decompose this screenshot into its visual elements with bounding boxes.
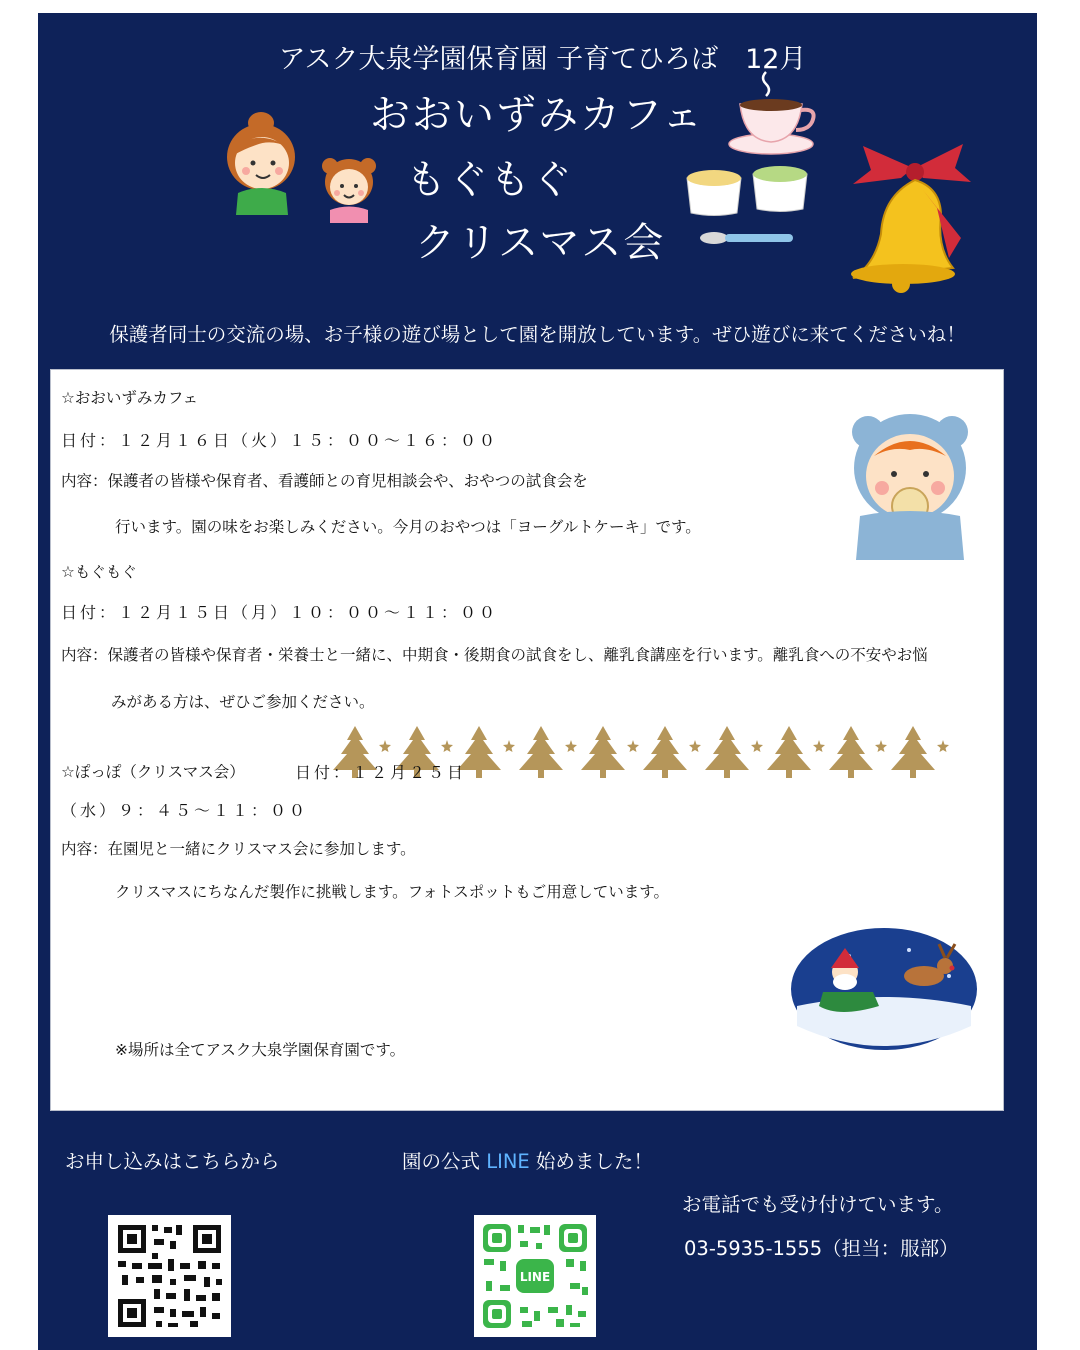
- apply-text: お申し込みはこちらから: [65, 1150, 280, 1173]
- baby-eating-cookie-illustration: [846, 406, 976, 566]
- line-word: LINE: [486, 1150, 530, 1173]
- mogu-content-1: 内容：保護者の皆様や保育者・栄養士と一緒に、中期食・後期食の試食をし、離乳食講座を行います。離乳食への不安やお悩: [61, 646, 928, 664]
- cafe-title: ☆おおいずみカフェ: [61, 389, 199, 407]
- title-mogumogu: もぐもぐ: [406, 157, 574, 203]
- poppo-date-1: 日付：１２月２５日: [295, 763, 467, 782]
- santa-sleigh-illustration: [789, 926, 979, 1052]
- phone-number: 03-5935-1555（担当：服部）: [684, 1237, 959, 1260]
- mogu-title: ☆もぐもぐ: [61, 563, 137, 581]
- title-christmas: クリスマス会: [415, 220, 666, 266]
- mother-illustration: [216, 105, 306, 215]
- child-illustration: [318, 148, 380, 223]
- poppo-date-2: （水）９：４５～１１：００: [61, 801, 309, 820]
- location-note: ※場所は全てアスク大泉学園保育園です。: [115, 1041, 406, 1059]
- mogu-content-2: みがある方は、ぜひご参加ください。: [111, 693, 375, 711]
- poppo-content-1: 内容：在園児と一緒にクリスマス会に参加します。: [61, 840, 416, 858]
- intro-text: 保護者同士の交流の場、お子様の遊び場として園を開放しています。ぜひ遊びに来てくださいね！: [109, 323, 966, 346]
- title-cafe: おおいずみカフェ: [370, 92, 704, 138]
- cafe-content-1: 内容：保護者の皆様や保育者、看護師との育児相談会や、おやつの試食会を: [61, 472, 588, 490]
- poppo-content-2: クリスマスにちなんだ製作に挑戦します。フォトスポットもご用意しています。: [115, 883, 669, 901]
- poppo-title: ☆ぽっぽ（クリスマス会）: [61, 763, 245, 781]
- poster: [38, 13, 1037, 1350]
- line-qr-code[interactable]: [474, 1215, 596, 1337]
- cafe-date: 日付：１２月１６日（火）１５：００～１６：００: [61, 431, 499, 450]
- line-announcement: [402, 1146, 653, 1174]
- line-announcement-post: 始めました！: [529, 1150, 653, 1173]
- header-line1: アスク大泉学園保育園 子育てひろば 12月: [278, 44, 807, 75]
- baby-food-bowls-icon: [683, 158, 815, 253]
- coffee-cup-icon: [726, 68, 821, 158]
- event-info-card: [50, 369, 1004, 1111]
- christmas-bell-icon: [823, 138, 978, 296]
- application-qr-code[interactable]: [108, 1215, 231, 1337]
- line-logo-text: LINE: [519, 1270, 551, 1284]
- cafe-content-2: 行います。園の味をお楽しみください。今月のおやつは「ヨーグルトケーキ」です。: [115, 518, 701, 536]
- phone-note: お電話でも受け付けています。: [682, 1193, 954, 1216]
- line-announcement-pre: 園の公式: [402, 1150, 487, 1173]
- mogu-date: 日付：１２月１５日（月）１０：００～１１：００: [61, 603, 499, 622]
